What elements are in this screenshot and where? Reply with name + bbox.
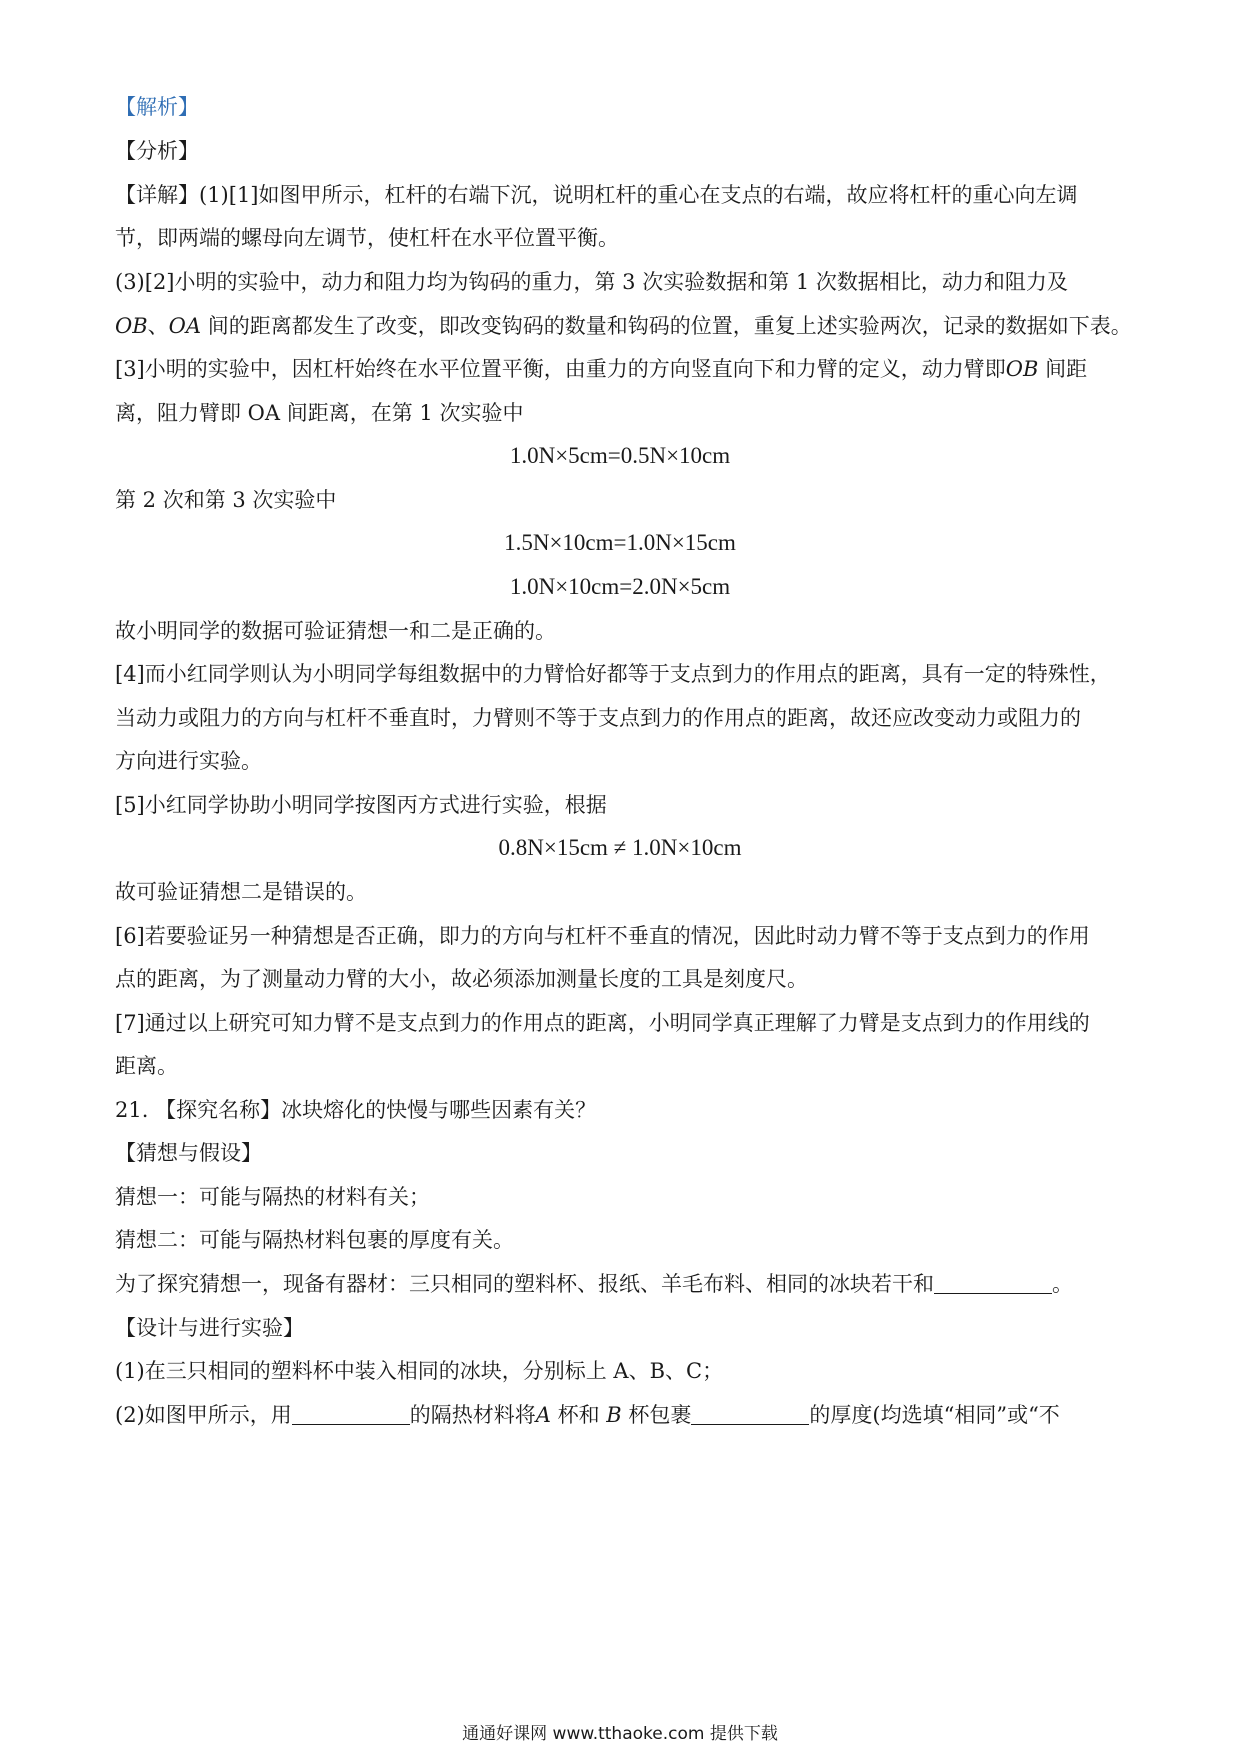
detail-line: 故小明同学的数据可验证猜想一和二是正确的。 (115, 619, 556, 643)
detail-line: 距离。 (115, 1054, 178, 1078)
guess-1: 猜想一：可能与隔热的材料有关； (115, 1185, 430, 1209)
formula-3: 1.0N×10cm=2.0N×5cm (509, 574, 731, 599)
symbol-ob: OB (115, 314, 148, 338)
analysis-label: 【解析】 (115, 95, 199, 119)
page-footer: 通通好课网 www.tthaoke.com 提供下载 (462, 1724, 778, 1744)
question-21-title: 21. 【探究名称】冰块熔化的快慢与哪些因素有关？ (115, 1098, 597, 1122)
formula-2: 1.5N×10cm=1.0N×15cm (504, 530, 736, 555)
detail-line: 故可验证猜想二是错误的。 (115, 880, 367, 904)
detail-line: [7]通过以上研究可知力臂不是支点到力的作用点的距离，小明同学真正理解了力臂是支点到力的作用线的 (115, 1011, 1090, 1035)
detail-line: 【详解】(1)[1]如图甲所示，杠杆的右端下沉，说明杠杆的重心在支点的右端，故应将杠杆的重心向左调 (115, 183, 1078, 207)
step-1: (1)在三只相同的塑料杯中装入相同的冰块，分别标上 A、B、C； (115, 1359, 724, 1383)
design-heading: 【设计与进行实验】 (115, 1316, 304, 1340)
detail-line: [3]小明的实验中，因杠杆始终在水平位置平衡，由重力的方向竖直向下和力臂的定义，动力臂即OB 间距 (115, 357, 1088, 381)
symbol-ob: OB (1005, 357, 1039, 381)
detail-line: 方向进行实验。 (115, 749, 262, 773)
detail-line: [6]若要验证另一种猜想是否正确，即力的方向与杠杆不垂直的情况，因此时动力臂不等于支点到力的作用 (115, 924, 1090, 948)
guess-2: 猜想二：可能与隔热材料包裹的厚度有关。 (115, 1228, 514, 1252)
detail-line: 当动力或阻力的方向与杠杆不垂直时，力臂则不等于支点到力的作用点的距离，故还应改变动力或阻力的 (115, 706, 1081, 730)
analysis-subheading: 【分析】 (115, 139, 199, 163)
answer-blank[interactable] (691, 1404, 809, 1425)
detail-line: [5]小红同学协助小明同学按图丙方式进行实验，根据 (115, 793, 607, 817)
answer-blank[interactable] (934, 1273, 1052, 1294)
detail-line: [4]而小红同学则认为小明同学每组数据中的力臂恰好都等于支点到力的作用点的距离，具有一定的特殊性， (115, 662, 1111, 686)
detail-line: (3)[2]小明的实验中，动力和阻力均为钩码的重力，第 3 次实验数据和第 1 次数据相比，动力和阻力及 (115, 270, 1068, 294)
step-2: (2)如图甲所示，用 的隔热材料将A 杯和 B 杯包裹 的厚度(均选填“相同”或“不 (115, 1403, 1060, 1427)
answer-blank[interactable] (292, 1404, 410, 1425)
formula-1: 1.0N×5cm=0.5N×10cm (509, 443, 731, 468)
detail-line: 离，阻力臂即 OA 间距离，在第 1 次实验中 (115, 401, 524, 425)
detail-line: OB、OA 间的距离都发生了改变，即改变钩码的数量和钩码的位置，重复上述实验两次，记录的数据如下表。 (115, 314, 1132, 338)
detail-line: 节，即两端的螺母向左调节，使杠杆在水平位置平衡。 (115, 226, 619, 250)
detail-line: 第 2 次和第 3 次实验中 (115, 488, 337, 512)
formula-4: 0.8N×15cm ≠ 1.0N×10cm (498, 835, 742, 860)
hypothesis-heading: 【猜想与假设】 (115, 1141, 262, 1165)
materials-line: 为了探究猜想一，现备有器材：三只相同的塑料杯、报纸、羊毛布料、相同的冰块若干和 。 (115, 1272, 1073, 1296)
detail-line: 点的距离，为了测量动力臂的大小，故必须添加测量长度的工具是刻度尺。 (115, 967, 808, 991)
symbol-oa: OA (168, 314, 202, 338)
